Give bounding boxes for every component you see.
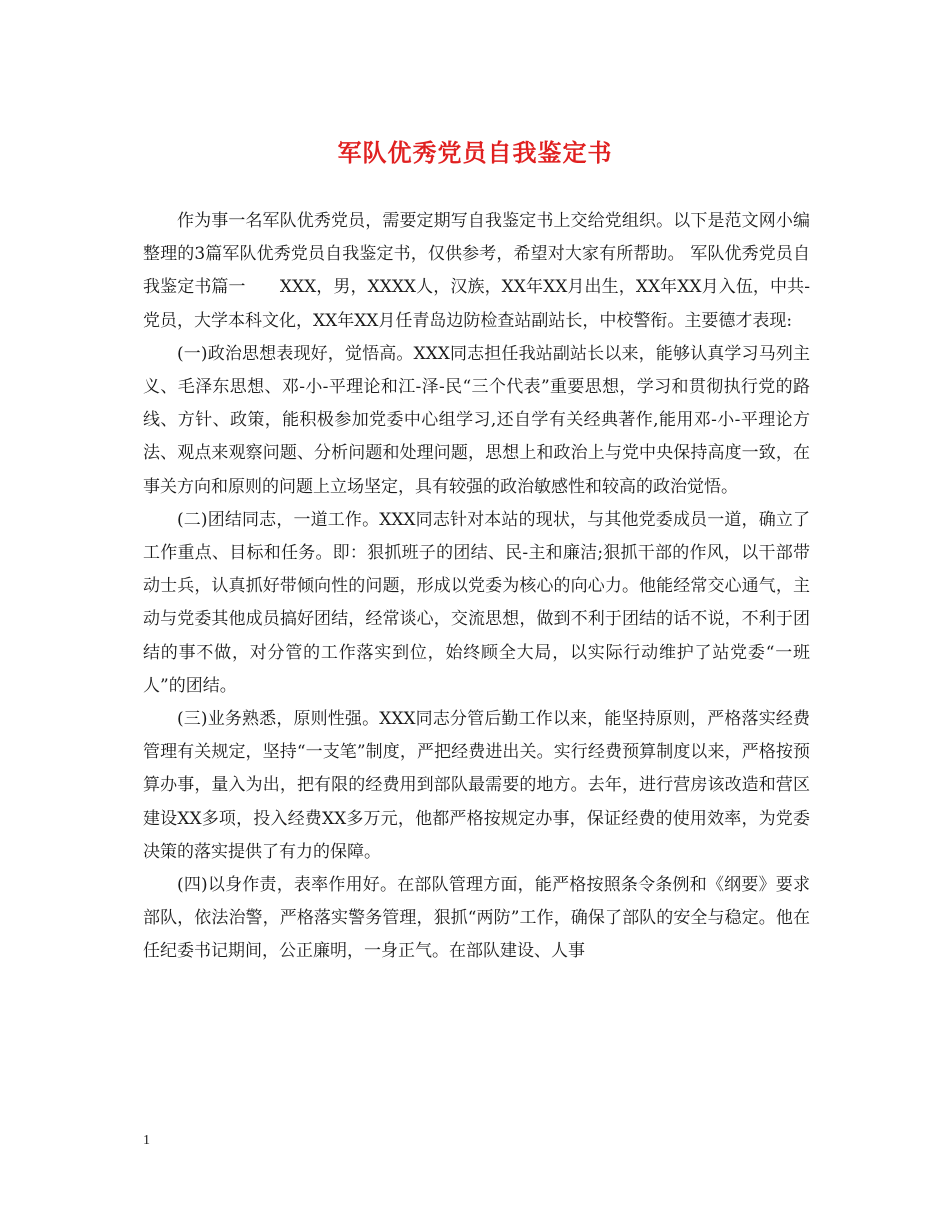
paragraph-4: (四)以身作责，表率作用好。在部队管理方面，能严格按照条令条例和《纲要》要求部队，依法治警，严格落实警务管理，狠抓“两防”工作，确保了部队的安全与稳定。他在任纪委书记期间，公正廉明，一身正气。在部队建设、人事 (143, 875, 810, 962)
paragraph-2: (二)团结同志，一道工作。XXX同志针对本站的现状，与其他党委成员一道，确立了工作重点、目标和任务。即：狠抓班子的团结、民-主和廉洁;狠抓干部的作风，以干部带动士兵，认真抓好带倾向性的问题，形成以党委为核心的向心力。他能经常交心通气，主动与党委其他成员搞好团结，经常谈心，交流思想，做到不利于团结的话不说，不利于团结的事不做，对分管的工作落实到位，始终顾全大局，以实际行动维护了站党委“一班人”的团结。 (143, 509, 810, 696)
page-number: 1 (143, 1133, 150, 1148)
document-title: 军队优秀党员自我鉴定书 (337, 139, 613, 167)
paragraph-intro: 作为事一名军队优秀党员，需要定期写自我鉴定书上交给党组织。以下是范文网小编整理的3篇军队优秀党员自我鉴定书，仅供参考，希望对大家有所帮助。 军队优秀党员自我鉴定书篇一 XXX，男，XXXX人，汉族，XX年XX月出生，XX年XX月入伍，中共-党员，大学本科文化，XX年XX月任青岛边防检查站副站长，中校警衔。主要德才表现: (143, 211, 810, 331)
document-body (143, 205, 810, 969)
paragraph-3: (三)业务熟悉，原则性强。XXX同志分管后勤工作以来，能坚持原则，严格落实经费管理有关规定，坚持“一支笔”制度，严把经费进出关。实行经费预算制度以来，严格按预算办事，量入为出，把有限的经费用到部队最需要的地方。去年，进行营房该改造和营区建设XX多项，投入经费XX多万元，他都严格按规定办事，保证经费的使用效率，为党委决策的落实提供了有力的保障。 (143, 709, 810, 862)
paragraph-1: (一)政治思想表现好，觉悟高。XXX同志担任我站副站长以来，能够认真学习马列主义、毛泽东思想、邓-小-平理论和江-泽-民“三个代表”重要思想，学习和贯彻执行党的路线、方针、政策，能积极参加党委中心组学习,还自学有关经典著作,能用邓-小-平理论方法、观点来观察问题、分析问题和处理问题，思想上和政治上与党中央保持高度一致，在事关方向和原则的问题上立场坚定，具有较强的政治敏感性和较高的政治觉悟。 (143, 343, 810, 497)
